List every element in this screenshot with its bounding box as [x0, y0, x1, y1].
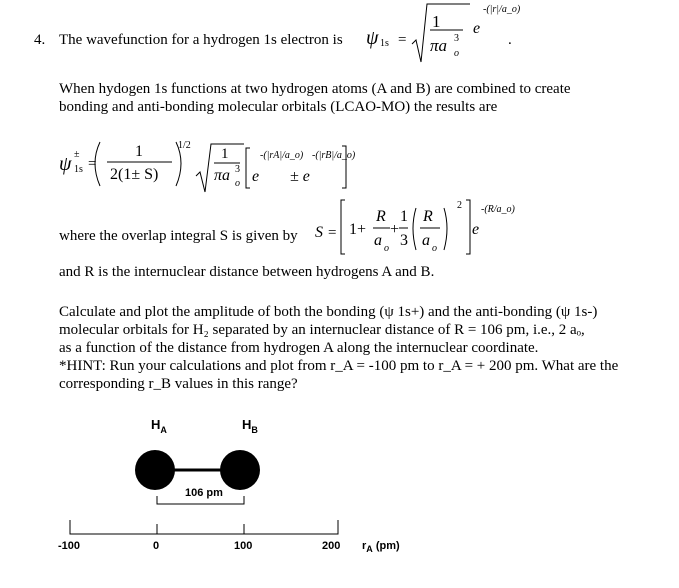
- atom-a: [135, 450, 175, 490]
- overlap-ao-sub: o: [384, 243, 389, 254]
- den-subscript: o: [454, 48, 459, 59]
- lcao-den: 2(1± S): [110, 166, 159, 183]
- para3-line3: as a function of the distance from hydrogen A along the internuclear coordinate.: [59, 340, 539, 356]
- lcao-exp2: -(|rB|/a_o): [312, 150, 356, 161]
- bond-length-label: 106 pm: [185, 487, 223, 499]
- overlap-a2: a: [422, 232, 430, 249]
- label-HA: [151, 417, 167, 435]
- overlap-three: 3: [400, 232, 408, 249]
- para3-line1: Calculate and plot the amplitude of both the bonding (ψ 1s+) and the anti-bonding (ψ 1s-): [59, 304, 598, 320]
- question-intro: The wavefunction for a hydrogen 1s electron is: [59, 32, 343, 48]
- lcao-psi: ψ: [59, 153, 72, 175]
- lcao-e1: e: [252, 168, 260, 185]
- frac-denominator: πa: [430, 36, 448, 55]
- lcao-num: 1: [135, 143, 143, 160]
- axis-label: [362, 540, 400, 552]
- overlap-plus: +: [390, 221, 400, 238]
- exp-base: e: [473, 20, 481, 37]
- para1-line2: bonding and anti-bonding molecular orbitals (LCAO-MO) the results are: [59, 99, 498, 115]
- overlap-ao: a: [374, 232, 382, 249]
- overlap-e: e: [472, 221, 480, 238]
- label-HB-sub: B: [251, 425, 258, 435]
- axis-r: r: [362, 540, 367, 552]
- tick-label: 0: [153, 540, 160, 552]
- lcao-psi-sub: 1s: [74, 164, 83, 175]
- lcao-root-sup: 3: [235, 164, 240, 175]
- label-HB: [242, 417, 258, 435]
- label-HB-letter: H: [242, 417, 252, 432]
- sentence-end: .: [508, 32, 512, 48]
- lcao-root-sub: o: [235, 178, 240, 189]
- equals-sign: =: [398, 32, 407, 48]
- question-number: 4.: [34, 32, 46, 48]
- overlap-one3: 1: [400, 208, 408, 225]
- psi-subscript: 1s: [380, 38, 389, 49]
- para2: and R is the internuclear distance between hydrogens A and B.: [59, 264, 435, 280]
- overlap-exp: -(R/a_o): [481, 204, 515, 215]
- overlap-eq: =: [328, 225, 337, 241]
- label-HA-letter: H: [151, 417, 161, 432]
- lcao-exp1: -(|rA|/a_o): [260, 150, 304, 161]
- den-superscript: 3: [454, 33, 459, 44]
- axis-unit: (pm): [375, 540, 400, 552]
- para1-line1: When hydogen 1s functions at two hydrogen atoms (A and B) are combined to create: [59, 81, 571, 97]
- frac-numerator: 1: [432, 12, 441, 31]
- psi-symbol: ψ: [366, 27, 379, 49]
- overlap-square: 2: [457, 200, 462, 211]
- label-HA-sub: A: [160, 425, 167, 435]
- atom-b: [220, 450, 260, 490]
- overlap-one: 1+: [349, 221, 367, 238]
- para3-line2: molecular orbitals for H₂ separated by an internuclear distance of R = 106 pm, i.e., 2 aₒ,: [59, 322, 585, 338]
- exponent: -(|r|/a_o): [483, 4, 521, 15]
- lcao-power: 1/2: [178, 140, 191, 151]
- overlap-a2-sub: o: [432, 243, 437, 254]
- tick-label: 200: [322, 540, 341, 552]
- para3-line5: corresponding r_B values in this range?: [59, 376, 298, 392]
- tick-label: 100: [234, 540, 253, 552]
- lcao-eq: =: [88, 156, 97, 172]
- lcao-pm: ± e: [290, 168, 310, 185]
- distance-axis: [70, 520, 338, 534]
- tick-label: -100: [58, 540, 81, 552]
- lcao-psi-sup: ±: [74, 149, 80, 160]
- overlap-R: R: [376, 208, 386, 225]
- para3-line4: *HINT: Run your calculations and plot from r_A = -100 pm to r_A = + 200 pm. What are the: [59, 358, 619, 374]
- lcao-root-den: πa: [214, 167, 231, 184]
- lcao-root-num: 1: [221, 146, 229, 162]
- axis-sub: A: [366, 544, 373, 554]
- overlap-text: where the overlap integral S is given by: [59, 228, 298, 244]
- overlap-S: S: [315, 224, 323, 241]
- overlap-R2: R: [423, 208, 433, 225]
